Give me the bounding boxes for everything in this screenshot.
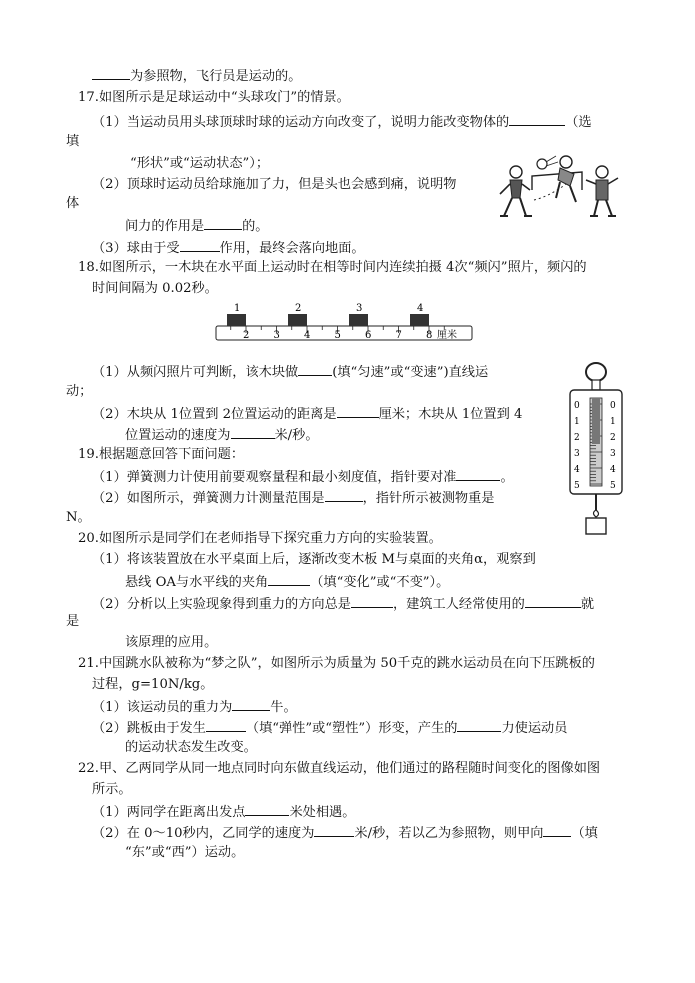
flash-block-label: 1: [234, 303, 241, 314]
scale-label: 0: [574, 401, 580, 411]
answer-blank[interactable]: [457, 718, 501, 732]
scale-label: 5: [574, 481, 580, 491]
spring-scale-illustration: [566, 360, 626, 538]
scale-label: 1: [574, 417, 580, 427]
answer-blank[interactable]: [206, 718, 246, 732]
q17-p1: （1）当运动员用头球顶球时球的运动方向改变了，说明力能改变物体的 （选: [92, 112, 592, 132]
answer-blank[interactable]: [245, 802, 289, 816]
flash-photo-ruler: [214, 300, 476, 350]
flash-block: [410, 314, 429, 326]
ruler-tick-label: 6: [365, 330, 372, 341]
answer-blank[interactable]: [231, 425, 275, 439]
answer-blank[interactable]: [543, 823, 571, 837]
answer-blank[interactable]: [525, 594, 581, 608]
q22-stem-2: 所示。: [92, 782, 132, 797]
q21-stem-1: 21.中国跳水队被称为“梦之队”，如图所示为质量为 50千克的跳水运动员在向下压跳板的: [78, 656, 595, 671]
q21-p2-cont: 的运动状态发生改变。: [125, 740, 257, 755]
answer-blank[interactable]: [180, 238, 220, 252]
q18-p1-wrap: 动；: [66, 384, 93, 399]
answer-blank[interactable]: [232, 697, 270, 711]
flash-block: [227, 314, 246, 326]
q20-p1: （1）将该装置放在水平桌面上后，逐渐改变木板 M与桌面的夹角α，观察到: [92, 552, 536, 567]
flash-block-label: 3: [356, 303, 363, 314]
q21-p2: （2）跳板由于发生 （填“弹性”或“塑性”）形变，产生的 力使运动员: [92, 718, 567, 738]
q21-stem-2: 过程，g=10N/kg。: [92, 677, 214, 692]
q18-p2-cont: 位置运动的速度为 米/秒。: [125, 425, 319, 445]
q17-p1-wrap: 填: [66, 134, 80, 149]
q22-p2: （2）在 0～10秒内，乙同学的速度为 米/秒，若以乙为参照物，则甲向 （填: [92, 823, 598, 843]
q17-p3: （3）球由于受 作用，最终会落向地面。: [92, 238, 365, 258]
q22-p2-cont: “东”或“西”）运动。: [125, 845, 245, 860]
q16-tail-line: [92, 66, 301, 86]
q19-p1: （1）弹簧测力计使用前要观察量程和最小刻度值，指针要对准 。: [92, 467, 514, 487]
answer-blank[interactable]: [268, 572, 310, 586]
answer-blank[interactable]: [204, 216, 242, 230]
q18-p2: （2）木块从 1位置到 2位置运动的距离是 厘米；木块从 1位置到 4: [92, 404, 522, 424]
q22-p1: （1）两同学在距离出发点 米处相遇。: [92, 802, 355, 822]
q16-tail-text: 为参照物，飞行员是运动的。: [130, 69, 302, 84]
ruler-tick-label: 2: [243, 330, 250, 341]
answer-blank[interactable]: [456, 467, 500, 481]
ruler-unit-label: 厘米: [437, 330, 457, 341]
ruler-tick-label: 3: [273, 330, 280, 341]
answer-blank[interactable]: [351, 594, 393, 608]
q17-p2-wrap: 体: [66, 196, 80, 211]
q17-p1-options: “形状”或“运动状态”）；: [130, 156, 270, 171]
ruler-tick-label: 7: [395, 330, 402, 341]
scale-label: 5: [610, 481, 616, 491]
q17-p2-cont: 间力的作用是 的。: [125, 216, 269, 236]
q18-p1: （1）从频闪照片可判断，该木块做 (填“匀速”或“变速”)直线运: [92, 362, 488, 382]
answer-blank[interactable]: [92, 66, 130, 80]
flash-block: [288, 314, 307, 326]
flash-block-label: 4: [417, 303, 424, 314]
q19-p2: （2）如图所示，弹簧测力计测量范围是 ，指针所示被测物重是: [92, 488, 494, 508]
scale-label: 3: [610, 449, 616, 459]
answer-blank[interactable]: [314, 823, 354, 837]
q19-p2-wrap: N。: [66, 510, 91, 525]
q18-stem-1: 18.如图所示，一木块在水平面上运动时在相等时间内连续拍摄 4次“频闪”照片，频闪的: [78, 260, 587, 275]
q21-p1: （1）该运动员的重力为 牛。: [92, 697, 297, 717]
q19-stem: 19.根据题意回答下面问题：: [78, 447, 245, 462]
ruler-tick-label: 5: [334, 330, 341, 341]
scale-label: 3: [574, 449, 580, 459]
answer-blank[interactable]: [298, 362, 332, 376]
scale-label: 2: [574, 433, 580, 443]
ruler-tick-label: 4: [304, 330, 311, 341]
q18-stem-2: 时间间隔为 0.02秒。: [92, 281, 218, 296]
q20-p2: （2）分析以上实验现象得到重力的方向总是 ，建筑工人经常使用的 就: [92, 594, 594, 614]
scale-label: 0: [610, 401, 616, 411]
q20-stem: 20.如图所示是同学们在老师指导下探究重力方向的实验装置。: [78, 531, 442, 546]
flash-block-label: 2: [295, 303, 302, 314]
scale-label: 2: [610, 433, 616, 443]
ruler-tick-label: 8: [426, 330, 433, 341]
q20-p1-cont: 悬线 OA与水平线的夹角 （填“变化”或“不变”）。: [125, 572, 449, 592]
answer-blank[interactable]: [337, 404, 379, 418]
q17-stem: 17.如图所示是足球运动中“头球攻门”的情景。: [78, 90, 350, 105]
q20-p2-cont: 该原理的应用。: [125, 635, 218, 650]
q20-p2-wrap: 是: [66, 614, 80, 629]
q17-p2: （2）顶球时运动员给球施加了力，但是头也会感到痛，说明物: [92, 177, 457, 192]
scale-label: 4: [574, 465, 580, 475]
soccer-header-illustration: [490, 150, 622, 226]
q22-stem-1: 22.甲、乙两同学从同一地点同时向东做直线运动，他们通过的路程随时间变化的图像如图: [78, 761, 601, 776]
scale-label: 1: [610, 417, 616, 427]
answer-blank[interactable]: [509, 112, 565, 126]
flash-block: [349, 314, 368, 326]
answer-blank[interactable]: [325, 488, 363, 502]
scale-label: 4: [610, 465, 616, 475]
